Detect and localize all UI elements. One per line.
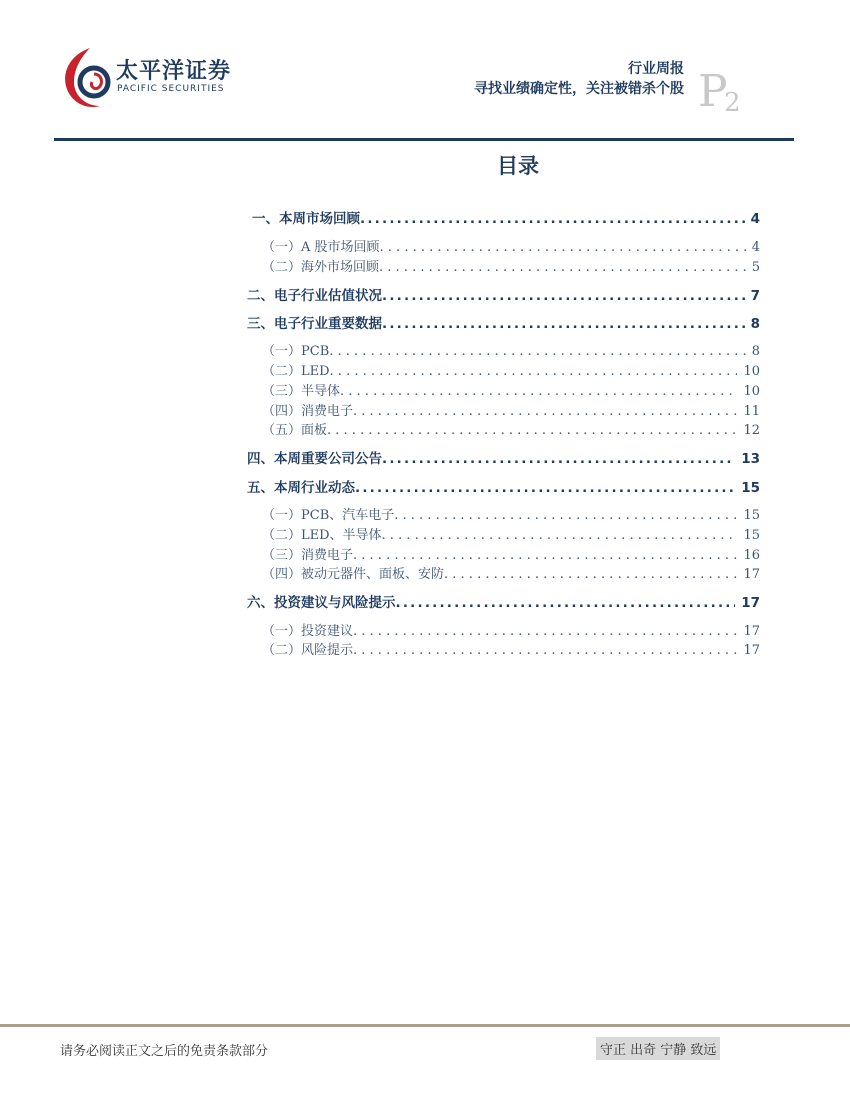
toc-entry-page: 11 [743, 404, 760, 419]
toc-leader-dots [353, 404, 737, 419]
toc-entry-label: （三）半导体 [262, 384, 341, 399]
toc-leader-dots [360, 211, 745, 227]
toc-entry-subsection[interactable] [262, 419, 760, 438]
footer-divider [0, 1024, 850, 1027]
toc-leader-dots [380, 240, 746, 255]
toc-entry-label: （四）消费电子 [262, 404, 354, 419]
toc-entry-label: 一、本周市场回顾 [252, 211, 360, 227]
toc-entry-label: （一）PCB [262, 344, 330, 359]
toc-entry-subsection[interactable] [262, 360, 760, 379]
toc-entry-section[interactable] [247, 312, 760, 332]
logo-english-name: PACIFIC SECURITIES [117, 84, 225, 94]
toc-entry-subsection[interactable] [262, 544, 760, 563]
toc-entry-page: 10 [743, 364, 760, 379]
toc-leader-dots [353, 548, 737, 563]
toc-entry-page: 17 [741, 595, 760, 611]
toc-leader-dots [382, 288, 745, 304]
toc-leader-dots [330, 364, 738, 379]
toc-entry-subsection[interactable] [262, 639, 760, 658]
toc-leader-dots [327, 423, 737, 438]
toc-leader-dots [444, 567, 737, 582]
toc-entry-section[interactable] [247, 591, 760, 611]
toc-entry-page: 17 [743, 567, 760, 582]
toc-leader-dots [329, 344, 745, 359]
toc-entry-page: 16 [743, 548, 760, 563]
toc-leader-dots [340, 384, 737, 399]
toc-entry-page: 15 [743, 528, 760, 543]
toc-entry-subsection[interactable] [262, 400, 760, 419]
toc-entry-label: （二）风险提示 [262, 643, 354, 658]
report-title: 寻找业绩确定性，关注被错杀个股 [474, 81, 684, 97]
toc-entry-label: 四、本周重要公司公告 [247, 451, 382, 467]
toc-leader-dots [396, 595, 736, 611]
toc-entry-page: 13 [741, 451, 760, 467]
toc-entry-page: 12 [743, 423, 760, 438]
toc-entry-subsection[interactable] [262, 256, 760, 275]
toc-entry-page: 4 [751, 240, 760, 255]
toc-entry-label: （五）面板 [262, 423, 328, 438]
toc-entry-label: 三、电子行业重要数据 [247, 316, 382, 332]
toc-entry-section[interactable] [252, 207, 760, 227]
toc-entry-page: 8 [750, 316, 760, 332]
page-number: 2 [724, 88, 741, 118]
toc-leader-dots [379, 260, 746, 275]
footer-motto: 守正 出奇 宁静 致远 [596, 1037, 720, 1060]
toc-entry-label: （一）投资建议 [262, 624, 354, 639]
toc-entry-section[interactable] [247, 447, 760, 467]
toc-entry-label: （一）PCB、汽车电子 [262, 508, 395, 523]
toc-entry-label: 六、投资建议与风险提示 [247, 595, 396, 611]
toc-leader-dots [353, 624, 737, 639]
page-letter: P [698, 66, 728, 117]
toc-entry-page: 5 [751, 260, 760, 275]
toc-entry-page: 15 [741, 480, 760, 496]
toc-entry-section[interactable] [247, 284, 760, 304]
toc-entry-page: 17 [743, 624, 760, 639]
toc-entry-page: 7 [750, 288, 760, 304]
footer-disclaimer: 请务必阅读正文之后的免责条款部分 [60, 1044, 269, 1059]
toc-entry-subsection[interactable] [262, 504, 760, 523]
toc-leader-dots [382, 316, 745, 332]
toc-title: 目录 [497, 154, 539, 178]
toc-entry-label: 二、电子行业估值状况 [247, 288, 382, 304]
toc-entry-label: 五、本周行业动态 [247, 480, 355, 496]
toc-entry-subsection[interactable] [262, 236, 760, 255]
toc-leader-dots [382, 528, 738, 543]
toc-leader-dots [353, 643, 737, 658]
toc-entry-subsection[interactable] [262, 340, 760, 359]
toc-entry-subsection[interactable] [262, 620, 760, 639]
toc-entry-label: （二）LED [262, 364, 330, 379]
toc-entry-label: （三）消费电子 [262, 548, 354, 563]
toc-entry-label: （一）A 股市场回顾 [262, 240, 380, 255]
toc-entry-subsection[interactable] [262, 563, 760, 582]
toc-entry-label: （二）海外市场回顾 [262, 260, 380, 275]
toc-entry-page: 4 [750, 211, 760, 227]
toc-entry-page: 8 [751, 344, 760, 359]
toc-entry-page: 15 [743, 508, 760, 523]
toc-leader-dots [394, 508, 737, 523]
toc-entry-page: 10 [743, 384, 760, 399]
toc-entry-label: （二）LED、半导体 [262, 528, 382, 543]
toc-entry-page: 17 [743, 643, 760, 658]
report-type: 行业周报 [628, 61, 684, 77]
toc-entry-section[interactable] [247, 476, 760, 496]
toc-leader-dots [382, 451, 735, 467]
toc-entry-label: （四）被动元器件、面板、安防 [262, 567, 445, 582]
toc-leader-dots [355, 480, 735, 496]
logo-chinese-name: 太平洋证券 [116, 59, 232, 84]
toc-entry-subsection[interactable] [262, 380, 760, 399]
toc-entry-subsection[interactable] [262, 524, 760, 543]
